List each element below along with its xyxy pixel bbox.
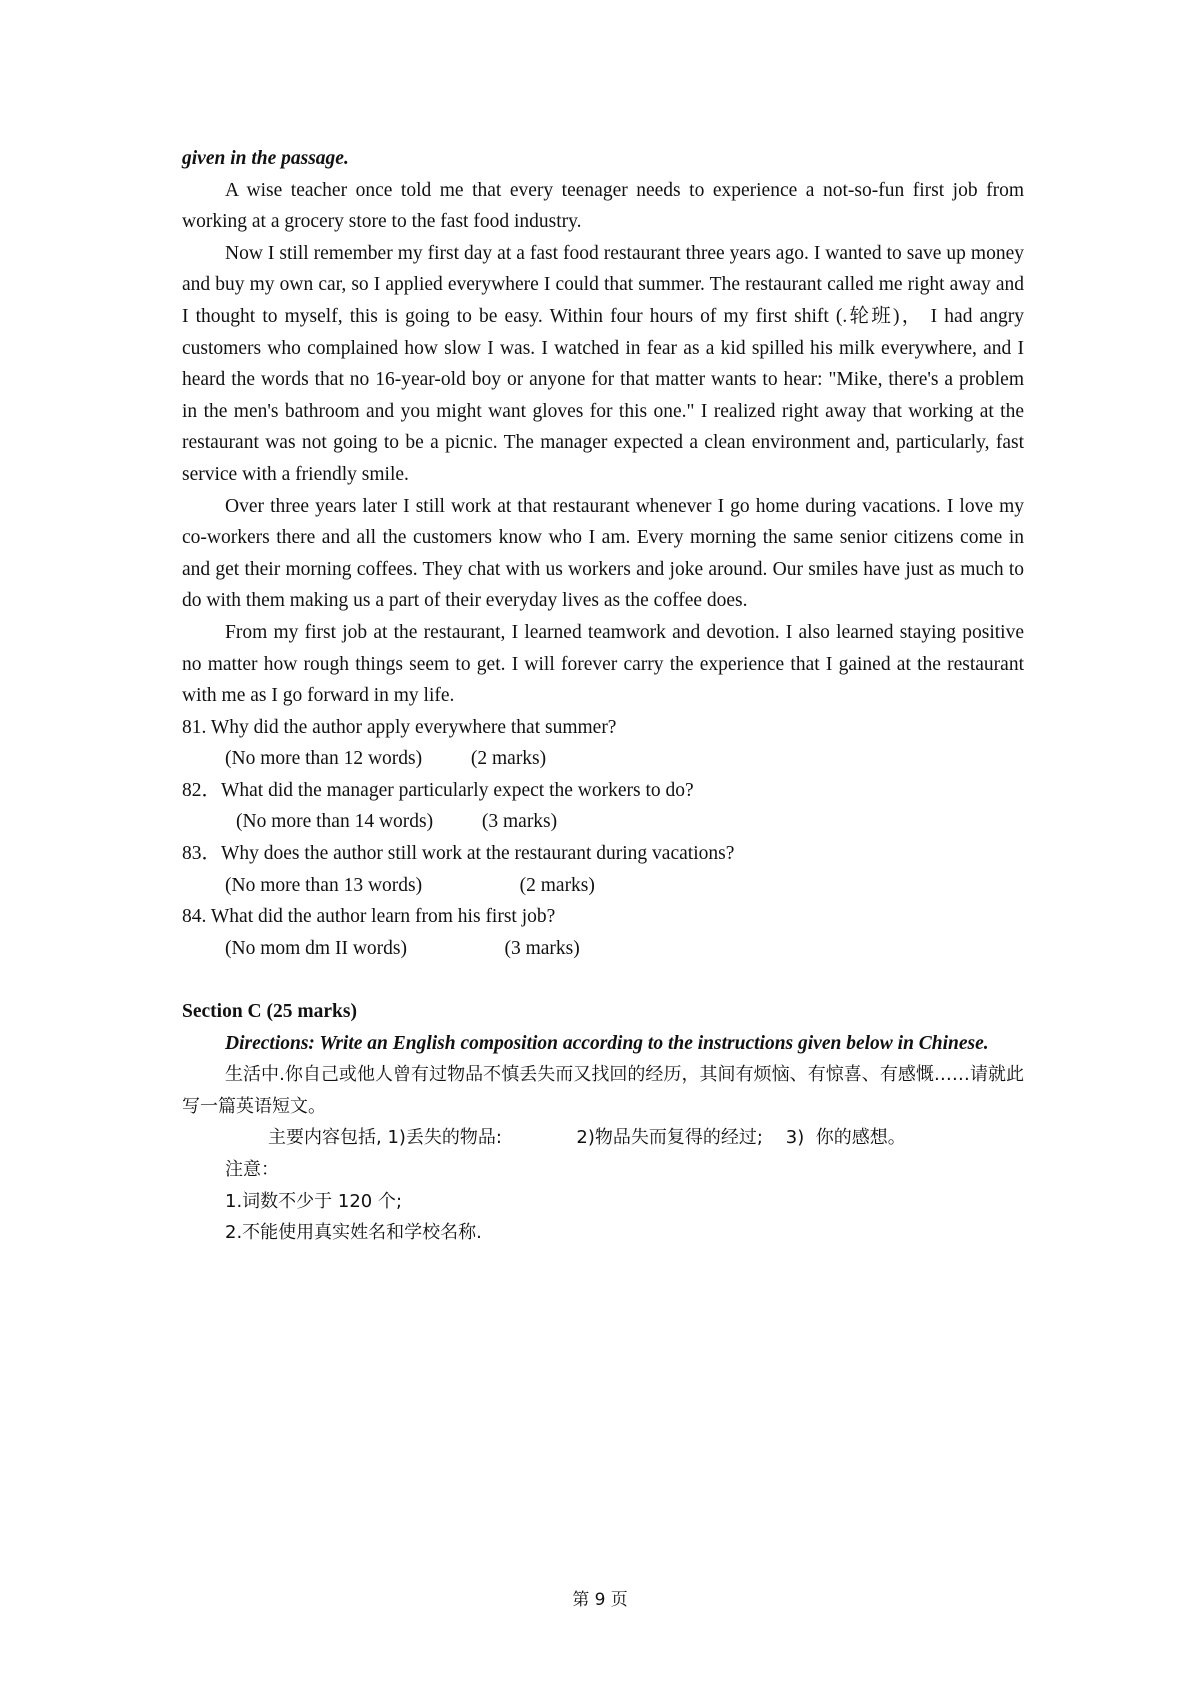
page-number: 第 9 页 xyxy=(572,1590,628,1610)
question-81-limits: (No more than 12 words) (2 marks) xyxy=(225,748,547,770)
composition-instruction: 生活中.你自己或他人曾有过物品不慎丢失而又找回的经历，其间有烦恼、有惊喜、有感慨……请就此写一篇英语短文。 xyxy=(182,1064,1024,1117)
document-page xyxy=(182,143,1024,1249)
passage-paragraph: Now I still remember my first day at a fast food restaurant three years ago. I wanted to save up money and buy my own car, so I applied everywhere I could that summer. The restaurant called me right away and I thought to myself, this is going to be easy. Within four hours of my first shift (.轮班)， I had angry customers who complained how slow I was. I watched in fear as a kid spilled his milk everywhere, and I heard the words that no 16-year-old boy or anyone for that matter wants to hear: "Mike, there's a problem in the men's bathroom and you might want gloves for this one." I realized right away that working at the restaurant was not going to be a picnic. The manager expected a clean environment and, particularly, fast service with a friendly smile. xyxy=(182,242,1024,485)
passage-paragraph: From my first job at the restaurant, I learned teamwork and devotion. I also learned staying positive no matter how rough things seem to get. I will forever carry the experience that I gained at the restaurant with me as I go forward in my life. xyxy=(182,621,1024,707)
passage-instruction-heading: given in the passage. xyxy=(182,148,349,169)
question-82: 82．What did the manager particularly expect the workers to do? xyxy=(182,779,694,801)
composition-note-label: 注意： xyxy=(225,1159,279,1180)
question-83-limits: (No more than 13 words) (2 marks) xyxy=(225,874,595,896)
composition-note-2: 2.不能使用真实姓名和学校名称. xyxy=(225,1222,482,1244)
composition-note-1: 1.词数不少于 120 个; xyxy=(225,1190,403,1212)
composition-main-content: 主要内容包括, 1)丢失的物品: 2)物品失而复得的经过; 3) 你的感想。 xyxy=(268,1127,906,1149)
question-84: 84. What did the author learn from his first job? xyxy=(182,906,556,928)
question-82-limits: (No more than 14 words) (3 marks) xyxy=(236,811,558,833)
question-84-limits: (No mom dm II words) (3 marks) xyxy=(225,937,580,959)
question-83: 83．Why does the author still work at the restaurant during vacations? xyxy=(182,843,735,865)
section-c-title: Section C (25 marks) xyxy=(182,1001,357,1023)
question-81: 81. Why did the author apply everywhere that summer? xyxy=(182,716,617,738)
section-c-directions: Directions: Write an English composition according to the instructions given below in Chinese. xyxy=(225,1032,989,1054)
passage-paragraph: A wise teacher once told me that every teenager needs to experience a not-so-fun first job from working at a grocery store to the fast food industry. xyxy=(182,179,1024,233)
passage-paragraph: Over three years later I still work at that restaurant whenever I go home during vacations. I love my co-workers there and all the customers know who I am. Every morning the same senior citizens come in and get their morning coffees. They chat with us workers and joke around. Our smiles have just as much to do with them making us a part of their everyday lives as the coffee does. xyxy=(182,495,1024,612)
section-spacer xyxy=(182,964,1024,996)
